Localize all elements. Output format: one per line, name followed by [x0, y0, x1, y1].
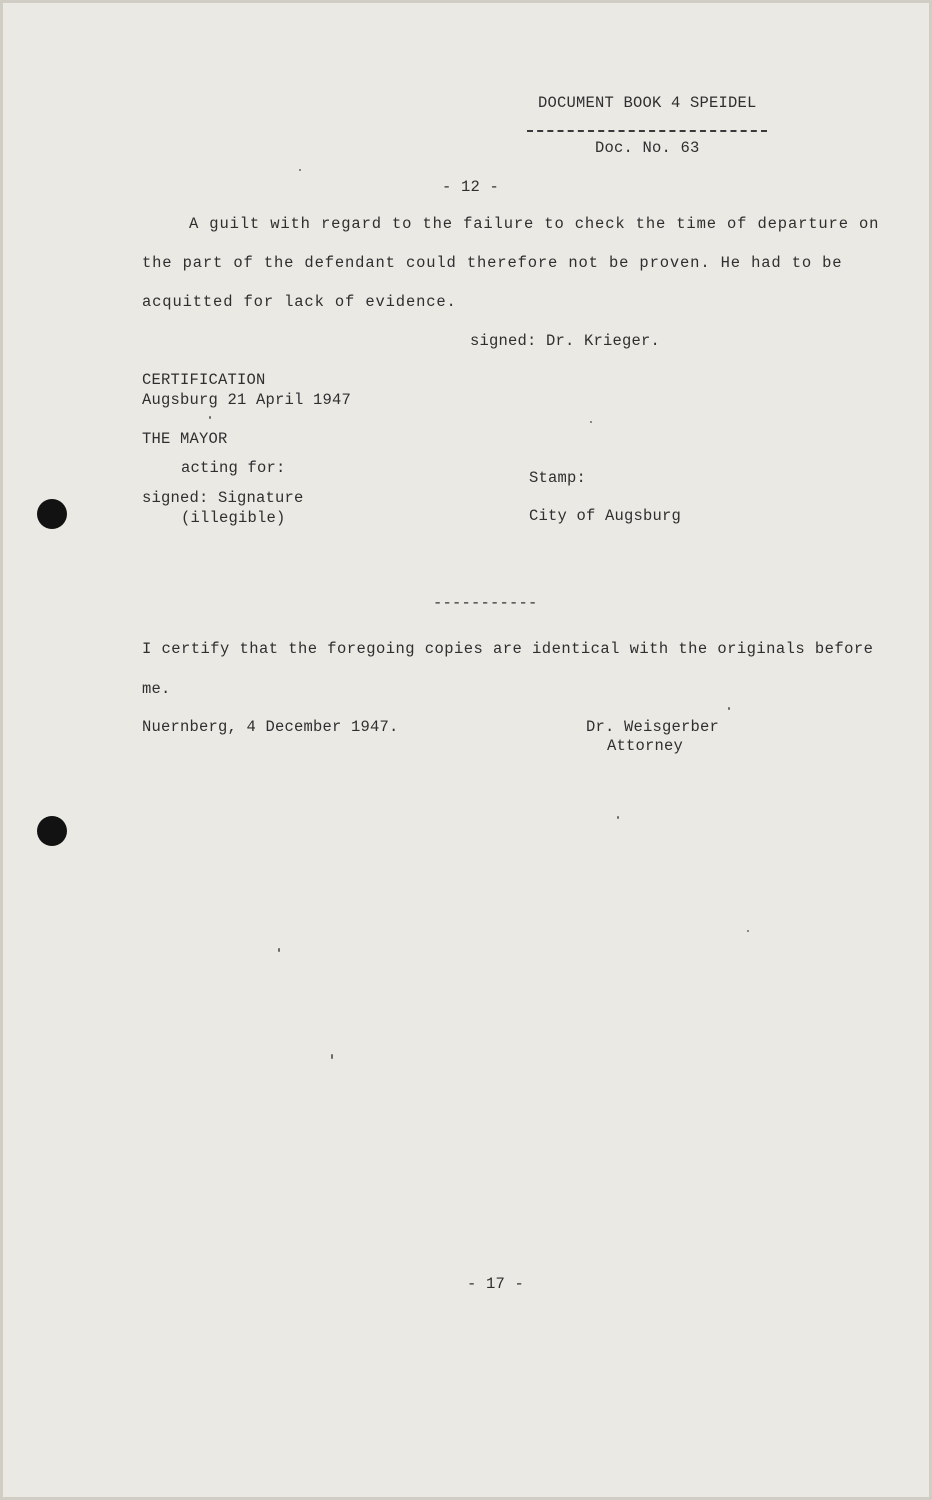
punch-hole-upper — [37, 499, 67, 529]
paper-speck — [278, 948, 280, 952]
page-number-bottom: - 17 - — [467, 1275, 525, 1293]
acting-for-label: acting for: — [181, 459, 286, 477]
page-number-top: - 12 - — [442, 178, 500, 196]
body-line-1: A guilt with regard to the failure to check the time of departure on — [189, 215, 880, 233]
paper-speck — [728, 707, 730, 710]
attestation-line-1: I certify that the foregoing copies are identical with the originals before — [142, 640, 874, 658]
certification-place-date: Augsburg 21 April 1947 — [142, 391, 352, 409]
stamp-text: City of Augsburg — [529, 507, 682, 525]
body-line-2: the part of the defendant could therefore not be proven. He had to be — [142, 254, 843, 272]
attestation-place-date: Nuernberg, 4 December 1947. — [142, 718, 399, 736]
signed-krieger: signed: Dr. Krieger. — [470, 332, 661, 350]
signature-line: signed: Signature — [142, 489, 304, 507]
attorney-title: Attorney — [607, 737, 684, 755]
stamp-label: Stamp: — [529, 469, 587, 487]
paper-speck — [590, 421, 592, 423]
header-rule — [527, 130, 767, 132]
paper-speck — [299, 169, 301, 171]
punch-hole-lower — [37, 816, 67, 846]
attorney-name: Dr. Weisgerber — [586, 718, 720, 736]
section-separator: ----------- — [433, 594, 538, 612]
signature-illegible-note: (illegible) — [181, 509, 286, 527]
paper-speck — [747, 930, 749, 932]
paper-speck — [209, 416, 211, 419]
document-number: Doc. No. 63 — [595, 139, 700, 157]
document-book-header: DOCUMENT BOOK 4 SPEIDEL — [538, 94, 757, 112]
mayor-label: THE MAYOR — [142, 430, 228, 448]
paper-speck — [331, 1054, 333, 1059]
attestation-line-2: me. — [142, 680, 171, 698]
body-line-3: acquitted for lack of evidence. — [142, 293, 457, 311]
paper-speck — [617, 816, 619, 819]
certification-heading: CERTIFICATION — [142, 371, 266, 389]
